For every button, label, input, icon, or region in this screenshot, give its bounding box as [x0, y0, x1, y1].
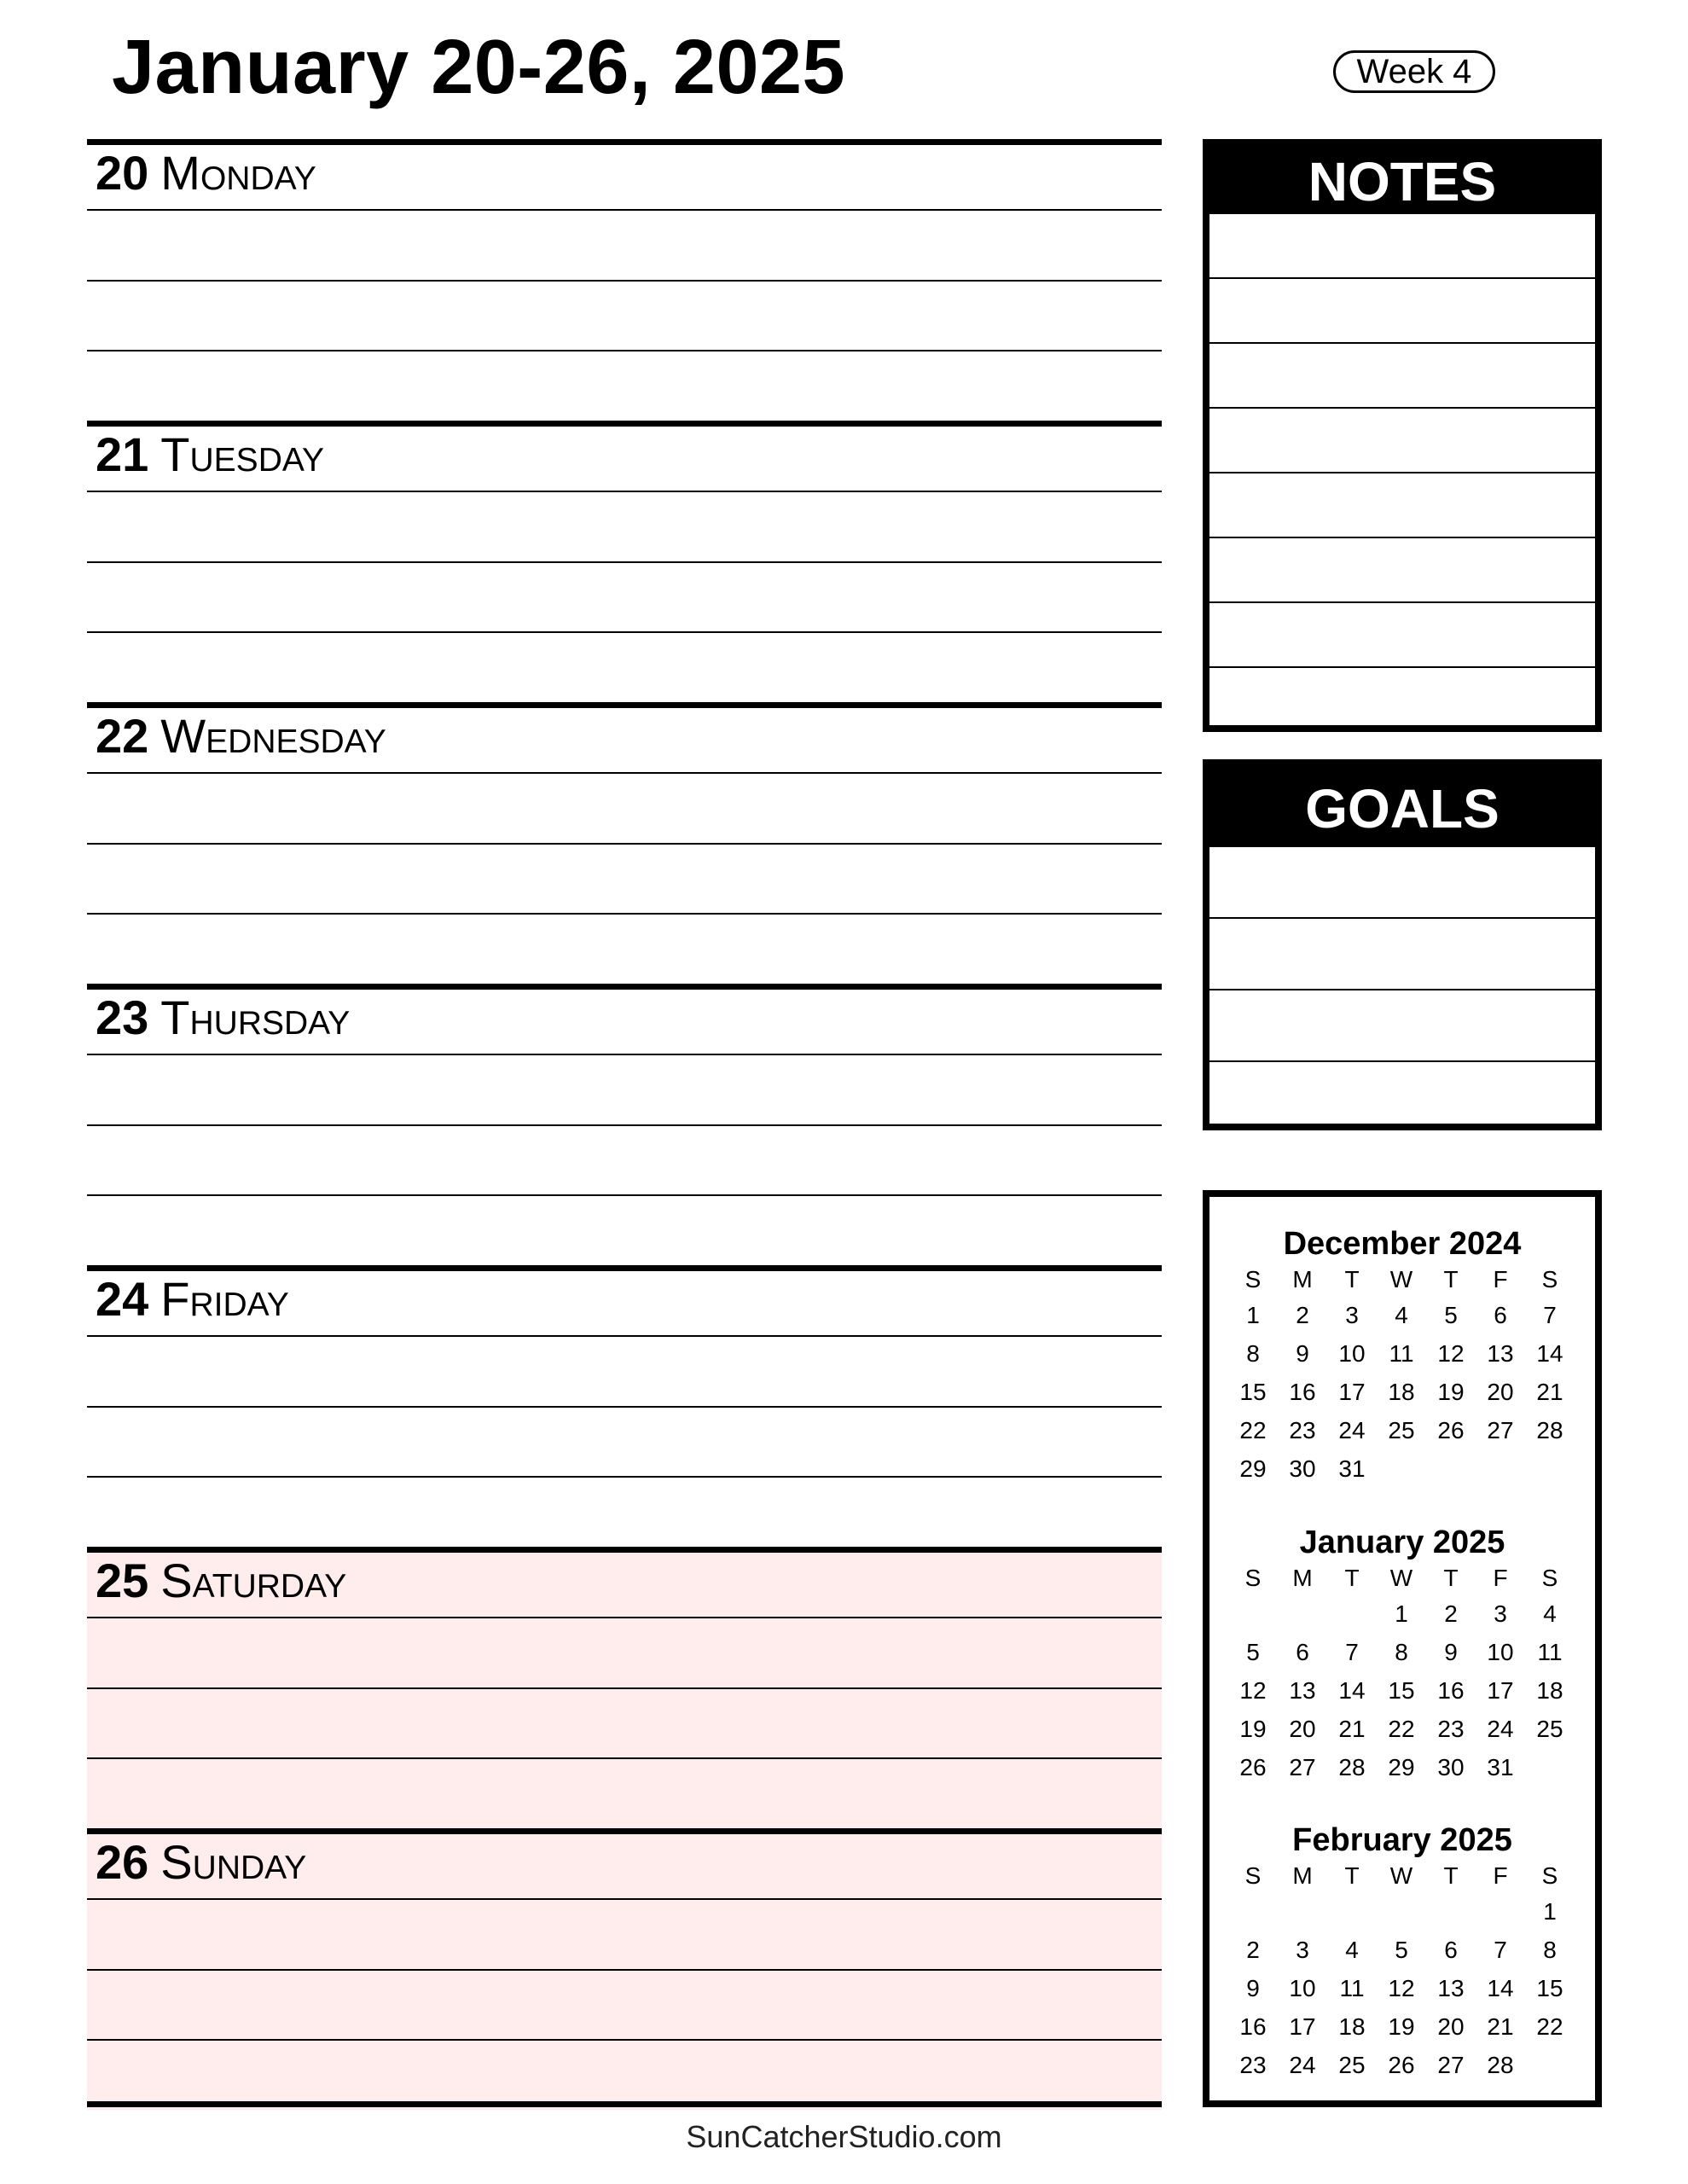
- mini-calendar-title: December 2024: [1283, 1226, 1522, 1262]
- calendar-date: 18: [1536, 1676, 1563, 1704]
- calendar-date: 2: [1246, 1936, 1260, 1963]
- calendar-date: 31: [1487, 1753, 1514, 1780]
- calendar-date: 20: [1487, 1378, 1514, 1405]
- calendar-date: 18: [1388, 1378, 1415, 1405]
- weekday-header: M: [1292, 1266, 1313, 1292]
- calendar-date: 21: [1338, 1715, 1366, 1742]
- calendar-date: 19: [1437, 1378, 1465, 1405]
- calendar-date: 7: [1543, 1301, 1557, 1328]
- notes-box: [1203, 139, 1602, 732]
- calendar-date: 14: [1487, 1974, 1514, 2001]
- goals-title: GOALS: [1209, 766, 1595, 847]
- calendar-date: 17: [1338, 1378, 1366, 1405]
- week-badge: Week 4: [1333, 50, 1495, 93]
- calendar-date: 3: [1296, 1936, 1309, 1963]
- calendar-date: 29: [1239, 1455, 1267, 1482]
- calendar-date: [1377, 1892, 1426, 1931]
- mini-calendar-title: February 2025: [1292, 1822, 1512, 1858]
- calendar-date: 16: [1437, 1676, 1465, 1704]
- day-label: [96, 1835, 307, 1889]
- calendar-date: [1327, 1594, 1377, 1633]
- mini-calendar-grid: [1228, 1860, 1575, 2084]
- calendar-date: 14: [1338, 1676, 1366, 1704]
- weekday-header: F: [1493, 1565, 1508, 1591]
- calendar-date: [1426, 1892, 1476, 1931]
- day-number: 22: [96, 709, 149, 763]
- calendar-date: 24: [1338, 1416, 1366, 1443]
- writing-line: [87, 1194, 1162, 1196]
- calendar-date: 15: [1536, 1974, 1563, 2001]
- day-name: Thursday: [160, 990, 351, 1044]
- calendar-date: 14: [1536, 1339, 1563, 1367]
- weekday-header: S: [1541, 1862, 1558, 1889]
- day-label: [96, 990, 351, 1044]
- calendar-date: 2: [1444, 1600, 1458, 1627]
- calendar-date: 20: [1437, 2013, 1465, 2040]
- calendar-date: 6: [1444, 1936, 1458, 1963]
- day-divider: [87, 1828, 1162, 1834]
- calendar-date: 11: [1339, 1974, 1365, 2001]
- calendar-date: 4: [1395, 1301, 1408, 1328]
- calendar-date: [1327, 1892, 1377, 1931]
- calendar-date: 6: [1296, 1638, 1309, 1665]
- calendar-date: 2: [1296, 1301, 1309, 1328]
- day-section: [87, 139, 1162, 421]
- writing-line: [87, 772, 1162, 774]
- calendar-date: 29: [1388, 1753, 1415, 1780]
- calendar-date: 8: [1395, 1638, 1408, 1665]
- day-name: Friday: [160, 1272, 289, 1326]
- day-section: [87, 1828, 1162, 2110]
- calendar-date: 25: [1338, 2051, 1366, 2078]
- calendar-date: 28: [1487, 2051, 1514, 2078]
- writing-line: [87, 1757, 1162, 1759]
- calendar-date: 10: [1338, 1339, 1366, 1367]
- writing-line: [87, 2039, 1162, 2041]
- calendar-date: 5: [1246, 1638, 1260, 1665]
- calendar-date: 26: [1437, 1416, 1465, 1443]
- calendar-date: 31: [1338, 1455, 1366, 1482]
- calendar-date: 24: [1487, 1715, 1514, 1742]
- calendar-date: [1228, 1594, 1278, 1633]
- calendar-date: [1525, 2046, 1575, 2084]
- calendar-date: [1426, 1449, 1476, 1488]
- calendar-date: 5: [1444, 1301, 1458, 1328]
- calendar-date: 17: [1289, 2013, 1316, 2040]
- goals-line[interactable]: [1209, 919, 1595, 990]
- calendar-date: 6: [1494, 1301, 1507, 1328]
- mini-calendar-title: January 2025: [1299, 1525, 1505, 1560]
- writing-line: [87, 1476, 1162, 1478]
- calendar-date: 13: [1487, 1339, 1514, 1367]
- calendar-date: 1: [1246, 1301, 1260, 1328]
- weekday-header: W: [1389, 1565, 1413, 1591]
- calendar-date: 9: [1246, 1974, 1260, 2001]
- day-number: 20: [96, 146, 149, 200]
- notes-line[interactable]: [1209, 473, 1595, 538]
- calendar-date: 28: [1338, 1753, 1366, 1780]
- calendar-date: 9: [1296, 1339, 1309, 1367]
- calendar-date: 10: [1487, 1638, 1514, 1665]
- calendar-date: 22: [1388, 1715, 1415, 1742]
- calendar-date: 3: [1345, 1301, 1359, 1328]
- calendar-date: [1525, 1748, 1575, 1786]
- calendar-date: 13: [1437, 1974, 1465, 2001]
- day-number: 21: [96, 427, 149, 481]
- calendar-date: 1: [1395, 1600, 1408, 1627]
- calendar-date: 23: [1289, 1416, 1316, 1443]
- calendar-date: [1525, 1449, 1575, 1488]
- calendar-date: 22: [1536, 2013, 1563, 2040]
- footer-credit: SunCatcherStudio.com: [686, 2119, 1002, 2154]
- notes-line[interactable]: [1209, 344, 1595, 409]
- calendar-date: 10: [1289, 1974, 1316, 2001]
- calendar-date: 12: [1239, 1676, 1267, 1704]
- mini-calendar-grid: [1228, 1263, 1575, 1488]
- goals-line[interactable]: [1209, 847, 1595, 919]
- day-number: 23: [96, 990, 149, 1044]
- page-title: January 20-26, 2025: [112, 25, 846, 110]
- calendar-date: 8: [1543, 1936, 1557, 1963]
- weekday-header: F: [1493, 1862, 1508, 1889]
- writing-line: [87, 1124, 1162, 1126]
- calendar-date: 21: [1487, 2013, 1514, 2040]
- calendar-date: 15: [1388, 1676, 1415, 1704]
- writing-line: [87, 350, 1162, 351]
- calendar-date: 15: [1239, 1378, 1267, 1405]
- weekday-header: S: [1244, 1862, 1262, 1889]
- calendar-date: 8: [1246, 1339, 1260, 1367]
- calendar-date: 9: [1444, 1638, 1458, 1665]
- calendar-date: 26: [1388, 2051, 1415, 2078]
- calendar-date: 17: [1487, 1676, 1514, 1704]
- notes-line[interactable]: [1209, 409, 1595, 473]
- calendar-date: 20: [1289, 1715, 1316, 1742]
- day-name: Tuesday: [160, 427, 324, 481]
- calendar-date: 22: [1239, 1416, 1267, 1443]
- notes-line[interactable]: [1209, 668, 1595, 731]
- day-label: [96, 1554, 347, 1607]
- writing-line: [87, 1335, 1162, 1337]
- goals-line[interactable]: [1209, 1062, 1595, 1132]
- writing-line: [87, 561, 1162, 563]
- weekday-header: M: [1292, 1862, 1313, 1889]
- writing-line: [87, 843, 1162, 845]
- day-name: Monday: [160, 146, 316, 200]
- weekday-header: T: [1344, 1862, 1360, 1889]
- mini-calendar: [1209, 1228, 1595, 1488]
- day-number: 25: [96, 1554, 149, 1607]
- day-section: [87, 984, 1162, 1265]
- days-bottom-rule: [87, 2101, 1162, 2107]
- calendar-date: 30: [1289, 1455, 1316, 1482]
- writing-line: [87, 1406, 1162, 1408]
- weekday-header: S: [1541, 1266, 1558, 1292]
- calendar-date: [1476, 1892, 1525, 1931]
- writing-line: [87, 631, 1162, 633]
- weekday-header: T: [1344, 1266, 1360, 1292]
- calendar-date: 13: [1289, 1676, 1316, 1704]
- day-divider: [87, 139, 1162, 145]
- writing-line: [87, 209, 1162, 211]
- mini-calendar: [1209, 1526, 1595, 1786]
- notes-line[interactable]: [1209, 538, 1595, 603]
- weekday-header: W: [1389, 1862, 1413, 1889]
- day-section: [87, 1547, 1162, 1828]
- day-divider: [87, 421, 1162, 427]
- goals-box: [1203, 759, 1602, 1130]
- calendar-date: 4: [1345, 1936, 1359, 1963]
- writing-line: [87, 913, 1162, 915]
- day-label: [96, 427, 324, 481]
- weekday-header: S: [1541, 1565, 1558, 1591]
- calendar-date: 27: [1437, 2051, 1465, 2078]
- day-section: [87, 1265, 1162, 1547]
- calendar-date: 30: [1437, 1753, 1465, 1780]
- calendar-date: 23: [1437, 1715, 1465, 1742]
- calendar-date: 21: [1536, 1378, 1563, 1405]
- calendar-date: 11: [1537, 1638, 1563, 1665]
- weekday-header: S: [1244, 1266, 1262, 1292]
- weekday-header: W: [1389, 1266, 1413, 1292]
- notes-line[interactable]: [1209, 603, 1595, 668]
- writing-line: [87, 491, 1162, 492]
- day-label: [96, 146, 316, 200]
- weekday-header: T: [1443, 1565, 1459, 1591]
- mini-calendars-box: [1203, 1190, 1602, 2107]
- writing-line: [87, 280, 1162, 282]
- calendar-date: 28: [1536, 1416, 1563, 1443]
- day-label: [96, 1272, 289, 1326]
- calendar-date: 11: [1389, 1339, 1414, 1367]
- writing-line: [87, 1969, 1162, 1971]
- day-divider: [87, 702, 1162, 708]
- weekday-header: T: [1443, 1862, 1459, 1889]
- writing-line: [87, 1617, 1162, 1618]
- calendar-date: 12: [1437, 1339, 1465, 1367]
- calendar-date: [1228, 1892, 1278, 1931]
- day-divider: [87, 1547, 1162, 1553]
- calendar-date: [1278, 1892, 1327, 1931]
- calendar-date: 7: [1345, 1638, 1359, 1665]
- day-name: Wednesday: [160, 709, 386, 763]
- notes-line[interactable]: [1209, 279, 1595, 344]
- day-label: [96, 709, 386, 763]
- writing-line: [87, 1898, 1162, 1900]
- day-number: 24: [96, 1272, 149, 1326]
- calendar-date: [1278, 1594, 1327, 1633]
- calendar-date: 23: [1239, 2051, 1267, 2078]
- days-column: [87, 139, 1162, 2110]
- mini-calendar-grid: [1228, 1562, 1575, 1786]
- weekday-header: S: [1244, 1565, 1262, 1591]
- weekday-header: F: [1493, 1266, 1508, 1292]
- goals-line[interactable]: [1209, 990, 1595, 1062]
- calendar-date: 16: [1289, 1378, 1316, 1405]
- calendar-date: 25: [1388, 1416, 1415, 1443]
- day-number: 26: [96, 1835, 149, 1889]
- writing-line: [87, 1687, 1162, 1689]
- calendar-date: 1: [1543, 1897, 1557, 1925]
- weekday-header: T: [1443, 1266, 1459, 1292]
- calendar-date: 4: [1543, 1600, 1557, 1627]
- notes-line[interactable]: [1209, 214, 1595, 279]
- calendar-date: [1476, 1449, 1525, 1488]
- weekday-header: T: [1344, 1565, 1360, 1591]
- calendar-date: 26: [1239, 1753, 1267, 1780]
- day-section: [87, 702, 1162, 984]
- day-divider: [87, 984, 1162, 990]
- calendar-date: 27: [1289, 1753, 1316, 1780]
- calendar-date: 5: [1395, 1936, 1408, 1963]
- calendar-date: [1377, 1449, 1426, 1488]
- day-name: Saturday: [160, 1554, 347, 1607]
- day-divider: [87, 1265, 1162, 1271]
- writing-line: [87, 1054, 1162, 1055]
- day-section: [87, 421, 1162, 702]
- calendar-date: 7: [1494, 1936, 1507, 1963]
- mini-calendar: [1209, 1824, 1595, 2084]
- calendar-date: 3: [1494, 1600, 1507, 1627]
- calendar-date: 12: [1388, 1974, 1415, 2001]
- notes-title: NOTES: [1209, 146, 1595, 214]
- calendar-date: 24: [1289, 2051, 1316, 2078]
- weekday-header: M: [1292, 1565, 1313, 1591]
- calendar-date: 16: [1239, 2013, 1267, 2040]
- calendar-date: 25: [1536, 1715, 1563, 1742]
- calendar-date: 19: [1388, 2013, 1415, 2040]
- calendar-date: 18: [1338, 2013, 1366, 2040]
- calendar-date: 19: [1239, 1715, 1267, 1742]
- day-name: Sunday: [160, 1835, 307, 1889]
- calendar-date: 27: [1487, 1416, 1514, 1443]
